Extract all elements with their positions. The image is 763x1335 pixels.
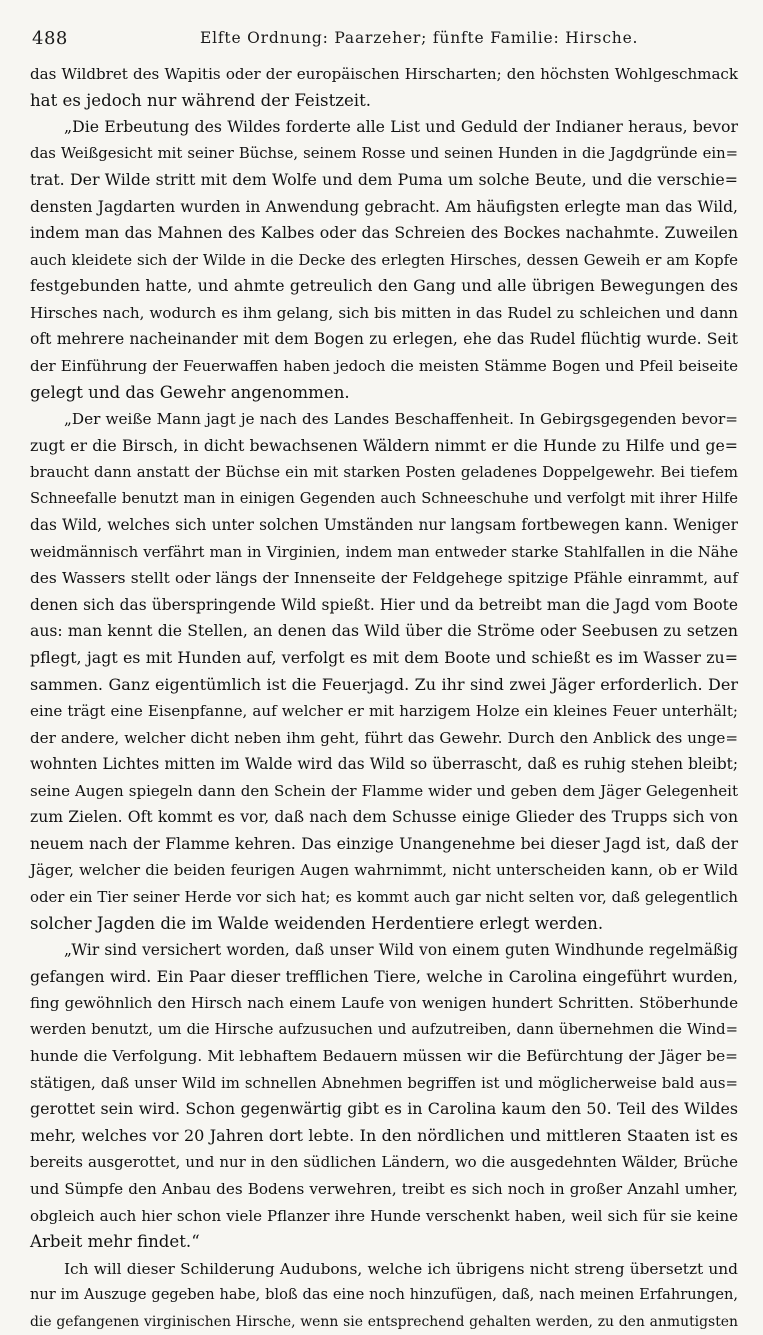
paragraph bbox=[30, 937, 738, 1256]
paragraph bbox=[30, 114, 738, 406]
text-line: mehr, welches vor 20 Jahren dort lebte. In den nördlichen und mittleren Staaten ist es bbox=[30, 1125, 738, 1145]
text-line: „Der weiße Mann jagt je nach des Landes Beschaffenheit. In Gebirgsgegenden bevor= bbox=[64, 410, 738, 429]
text-line: die gefangenen virginischen Hirsche, wenn sie entsprechend gehalten werden, zu den anmutigsten bbox=[30, 1313, 738, 1330]
text-line: braucht dann anstatt der Büchse ein mit starken Posten geladenes Doppelgewehr. Bei tiefem bbox=[30, 463, 738, 482]
text-line: gerottet sein wird. Schon gegenwärtig gibt es in Carolina kaum den 50. Teil des Wildes bbox=[30, 1099, 738, 1119]
text-line: solcher Jagden die im Walde weidenden Herdentiere erlegt werden. bbox=[30, 913, 604, 933]
text-line: eine trägt eine Eisenpfanne, auf welcher er mit harzigem Holze ein kleines Feuer unterhält; bbox=[30, 702, 738, 721]
text-line: werden benutzt, um die Hirsche aufzusuchen und aufzutreiben, dann übernehmen die Wind= bbox=[30, 1020, 738, 1038]
text-line: gelegt und das Gewehr angenommen. bbox=[30, 382, 350, 402]
text-line: „Wir sind versichert worden, daß unser Wild von einem guten Windhunde regelmäßig bbox=[64, 941, 738, 960]
text-line: obgleich auch hier schon viele Pflanzer ihre Hunde verschenkt haben, weil sich für sie keine bbox=[30, 1206, 738, 1225]
text-line: stätigen, daß unser Wild im schnellen Abnehmen begriffen ist und möglicherweise bald aus= bbox=[30, 1073, 738, 1092]
text-line: Hirsches nach, wodurch es ihm gelang, sich bis mitten in das Rudel zu schleichen und dann bbox=[30, 303, 738, 322]
text-line: hunde die Verfolgung. Mit lebhaftem Bedauern müssen wir die Befürchtung der Jäger be= bbox=[30, 1047, 738, 1066]
text-line: trat. Der Wilde stritt mit dem Wolfe und dem Puma um solche Beute, und die verschie= bbox=[30, 170, 738, 190]
text-line: oft mehrere nacheinander mit dem Bogen zu erlegen, ehe das Rudel flüchtig wurde. Seit bbox=[30, 330, 738, 349]
paragraph bbox=[30, 61, 738, 114]
text-line: gefangen wird. Ein Paar dieser trefflichen Tiere, welche in Carolina eingeführt wurden, bbox=[30, 966, 738, 986]
text-line: denen sich das überspringende Wild spießt. Hier und da betreibt man die Jagd vom Boote bbox=[30, 595, 738, 614]
body-text bbox=[30, 61, 738, 1335]
text-line: pflegt, jagt es mit Hunden auf, verfolgt es mit dem Boote und schießt es im Wasser zu= bbox=[30, 648, 738, 668]
text-line: sammen. Ganz eigentümlich ist die Feuerjagd. Zu ihr sind zwei Jäger erforderlich. Der bbox=[30, 674, 738, 694]
text-line: das Wildbret des Wapitis oder der europäischen Hirscharten; den höchsten Wohlgeschmack bbox=[30, 65, 738, 83]
text-line: des Wassers stellt oder längs der Innenseite der Feldgehege spitzige Pfähle einrammt, auf bbox=[30, 569, 738, 588]
paragraph bbox=[30, 1256, 738, 1335]
running-head-title: Elfte Ordnung: Paarzeher; fünfte Familie: Hirsche. bbox=[200, 29, 639, 47]
text-line: der andere, welcher dicht neben ihm geht, führt das Gewehr. Durch den Anblick des unge= bbox=[30, 728, 738, 747]
text-line: seine Augen spiegeln dann den Schein der Flamme wider und geben dem Jäger Gelegenheit bbox=[30, 781, 738, 800]
text-line: und Sümpfe den Anbau des Bodens verwehren, treibt es sich noch in großer Anzahl umher, bbox=[30, 1179, 738, 1198]
text-line: nur im Auszuge gegeben habe, bloß das eine noch hinzufügen, daß, nach meinen Erfahrungen, bbox=[30, 1286, 738, 1304]
text-line: neuem nach der Flamme kehren. Das einzige Unangenehme bei dieser Jagd ist, daß der bbox=[30, 833, 738, 853]
text-line: der Einführung der Feuerwaffen haben jedoch die meisten Stämme Bogen und Pfeil beiseite bbox=[30, 357, 738, 376]
paragraph bbox=[30, 406, 738, 937]
text-line: das Wild, welches sich unter solchen Umständen nur langsam fortbewegen kann. Weniger bbox=[30, 516, 738, 535]
page-number: 488 bbox=[32, 28, 68, 49]
text-line: densten Jagdarten wurden in Anwendung gebracht. Am häufigsten erlegte man das Wild, bbox=[30, 197, 738, 216]
text-line: aus: man kennt die Stellen, an denen das Wild über die Ströme oder Seebusen zu setzen bbox=[30, 621, 738, 641]
text-line: wohnten Lichtes mitten im Walde wird das Wild so überrascht, daß es ruhig stehen bleibt; bbox=[30, 755, 738, 774]
text-line: oder ein Tier seiner Herde vor sich hat; es kommt auch gar nicht selten vor, daß gelegentlich bbox=[30, 887, 738, 906]
text-line: „Die Erbeutung des Wildes forderte alle List und Geduld der Indianer heraus, bevor bbox=[64, 117, 738, 137]
text-line: Schneefalle benutzt man in einigen Gegenden auch Schneeschuhe und verfolgt mit ihrer Hilfe bbox=[30, 489, 738, 507]
text-line: weidmännisch verfährt man in Virginien, indem man entweder starke Stahlfallen in die Nähe bbox=[30, 542, 738, 561]
text-line: Ich will dieser Schilderung Audubons, welche ich übrigens nicht streng übersetzt und bbox=[64, 1259, 738, 1278]
text-line: auch kleidete sich der Wilde in die Decke des erlegten Hirsches, dessen Geweih er am Kopfe bbox=[30, 250, 738, 269]
text-line: zum Zielen. Oft kommt es vor, daß nach dem Schusse einige Glieder des Trupps sich von bbox=[30, 808, 738, 827]
text-line: festgebunden hatte, und ahmte getreulich den Gang und alle übrigen Bewegungen des bbox=[30, 276, 738, 296]
text-line: bereits ausgerottet, und nur in den südlichen Ländern, wo die ausgedehnten Wälder, Brüche bbox=[30, 1153, 738, 1172]
text-line: das Weißgesicht mit seiner Büchse, seinem Rosse und seinen Hunden in die Jagdgründe ein= bbox=[30, 144, 738, 162]
running-head bbox=[30, 26, 735, 54]
text-line: zugt er die Birsch, in dicht bewachsenen Wäldern nimmt er die Hunde zu Hilfe und ge= bbox=[30, 435, 738, 455]
text-line: hat es jedoch nur während der Feistzeit. bbox=[30, 90, 372, 110]
text-line: Jäger, welcher die beiden feurigen Augen wahrnimmt, nicht unterscheiden kann, ob er Wild bbox=[30, 861, 738, 880]
text-line: fing gewöhnlich den Hirsch nach einem Laufe von wenigen hundert Schritten. Stöberhunde bbox=[30, 994, 738, 1013]
text-line: indem man das Mahnen des Kalbes oder das Schreien des Bockes nachahmte. Zuweilen bbox=[30, 223, 738, 243]
text-line: Arbeit mehr findet.“ bbox=[30, 1232, 200, 1252]
